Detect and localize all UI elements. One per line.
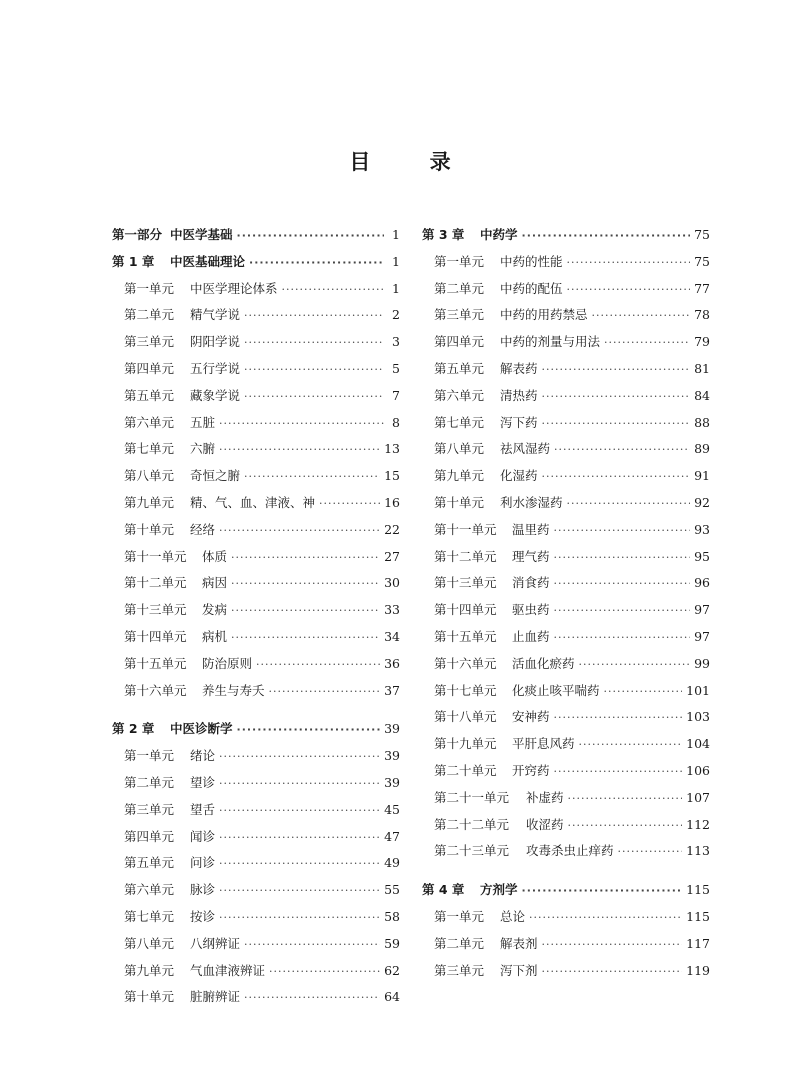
entry-page-number: 59	[384, 935, 400, 951]
dot-leader	[244, 932, 380, 959]
entry-number: 第十单元	[124, 989, 175, 1005]
entry-page-number: 81	[694, 360, 710, 376]
toc-chapter-entry[interactable]	[422, 222, 710, 249]
entry-number: 第二单元	[434, 280, 485, 296]
dot-leader	[542, 464, 691, 491]
dot-leader	[244, 357, 384, 384]
entry-title: 解表药	[500, 360, 538, 376]
entry-title: 体质	[202, 548, 228, 564]
dot-leader	[568, 813, 683, 840]
entry-number: 第六单元	[124, 882, 175, 898]
dot-leader	[249, 250, 384, 277]
dot-leader	[237, 223, 384, 250]
dot-leader	[231, 545, 380, 572]
dot-leader	[618, 839, 683, 866]
dot-leader	[219, 437, 380, 464]
toc-unit-entry[interactable]	[422, 410, 710, 437]
dot-leader	[554, 625, 691, 652]
toc-unit-entry[interactable]	[422, 383, 710, 410]
entry-number: 第七单元	[124, 908, 175, 924]
dot-leader	[522, 223, 691, 250]
dot-leader	[269, 959, 380, 986]
dot-leader	[604, 679, 683, 706]
entry-title: 泻下剂	[500, 962, 538, 978]
entry-page-number: 104	[686, 736, 710, 752]
entry-number: 第五单元	[434, 360, 485, 376]
entry-page-number: 88	[694, 414, 710, 430]
entry-title: 中药学	[480, 227, 518, 242]
entry-title: 中医基础理论	[170, 253, 246, 269]
entry-number: 第十六单元	[124, 682, 187, 698]
entry-number: 第十六单元	[434, 655, 497, 671]
entry-number: 第三单元	[124, 801, 175, 817]
toc-unit-entry[interactable]	[112, 931, 400, 958]
entry-number: 第十九单元	[434, 736, 497, 752]
toc-unit-entry[interactable]	[112, 383, 400, 410]
toc-unit-entry[interactable]	[422, 329, 710, 356]
dot-leader	[244, 384, 384, 411]
entry-number: 第四单元	[124, 360, 175, 376]
dot-leader	[542, 411, 691, 438]
toc-unit-entry[interactable]	[112, 678, 400, 705]
toc-unit-entry[interactable]	[422, 904, 710, 931]
entry-title: 发病	[202, 602, 228, 618]
entry-number: 第九单元	[434, 468, 485, 484]
toc-unit-entry[interactable]	[422, 302, 710, 329]
toc-unit-entry[interactable]	[112, 797, 400, 824]
entry-page-number: 91	[694, 468, 710, 484]
toc-chapter-entry[interactable]	[422, 877, 710, 904]
entry-title: 奇恒之腑	[190, 468, 241, 484]
entry-number: 第三单元	[434, 307, 485, 323]
dot-leader	[592, 303, 691, 330]
toc-unit-entry[interactable]	[422, 490, 710, 517]
entry-page-number: 92	[694, 494, 710, 510]
entry-title: 气血津液辨证	[190, 962, 266, 978]
entry-title: 中药的性能	[500, 253, 563, 269]
toc-unit-entry[interactable]	[112, 276, 400, 303]
dot-leader	[319, 491, 380, 518]
dot-leader	[554, 518, 691, 545]
entry-page-number: 79	[694, 334, 710, 350]
entry-number: 第三单元	[434, 962, 485, 978]
entry-title: 藏象学说	[190, 387, 241, 403]
toc-unit-entry[interactable]	[422, 838, 710, 865]
dot-leader	[542, 357, 691, 384]
entry-title: 中医诊断学	[170, 721, 233, 737]
entry-page-number: 1	[392, 227, 400, 242]
entry-number: 第六单元	[124, 414, 175, 430]
entry-page-number: 95	[694, 548, 710, 564]
toc-unit-entry[interactable]	[422, 463, 710, 490]
entry-page-number: 93	[694, 521, 710, 537]
entry-page-number: 96	[694, 575, 710, 591]
toc-unit-entry[interactable]	[422, 812, 710, 839]
entry-number: 第十单元	[124, 521, 175, 537]
dot-leader	[567, 491, 691, 518]
entry-page-number: 112	[686, 816, 710, 832]
toc-unit-entry[interactable]	[112, 544, 400, 571]
entry-title: 利水渗湿药	[500, 494, 563, 510]
dot-leader	[219, 411, 384, 438]
entry-title: 开窍药	[512, 762, 550, 778]
entry-number: 第三单元	[124, 334, 175, 350]
entry-number: 第十七单元	[434, 682, 497, 698]
entry-number: 第一单元	[434, 253, 485, 269]
dot-leader	[554, 705, 683, 732]
dot-leader	[231, 598, 380, 625]
toc-unit-entry[interactable]	[112, 984, 400, 1011]
toc-unit-entry[interactable]	[112, 597, 400, 624]
entry-page-number: 49	[384, 855, 400, 871]
toc-unit-entry[interactable]	[422, 570, 710, 597]
entry-title: 养生与寿夭	[202, 682, 265, 698]
dot-leader	[269, 679, 381, 706]
toc-unit-entry[interactable]	[112, 410, 400, 437]
entry-title: 中医学理论体系	[190, 280, 278, 296]
entry-title: 防治原则	[202, 655, 253, 671]
entry-number: 第七单元	[434, 414, 485, 430]
entry-number: 第二十单元	[434, 762, 497, 778]
dot-leader	[579, 652, 691, 679]
entry-number: 第十二单元	[124, 575, 187, 591]
entry-title: 望舌	[190, 801, 216, 817]
entry-title: 消食药	[512, 575, 550, 591]
entry-number: 第十三单元	[434, 575, 497, 591]
entry-title: 五行学说	[190, 360, 241, 376]
entry-page-number: 84	[694, 387, 710, 403]
entry-title: 理气药	[512, 548, 550, 564]
toc-unit-entry[interactable]	[112, 517, 400, 544]
entry-number: 第一部分	[112, 227, 163, 242]
entry-title: 泻下药	[500, 414, 538, 430]
entry-title: 中药的剂量与用法	[500, 334, 601, 350]
entry-page-number: 101	[686, 682, 710, 698]
entry-number: 第 3 章	[422, 227, 465, 242]
entry-number: 第二十三单元	[434, 843, 510, 859]
dot-leader	[231, 625, 380, 652]
entry-title: 病因	[202, 575, 228, 591]
dot-leader	[579, 732, 683, 759]
entry-title: 清热药	[500, 387, 538, 403]
entry-page-number: 58	[384, 908, 400, 924]
toc-section	[112, 716, 400, 1011]
dot-leader	[554, 545, 691, 572]
entry-page-number: 27	[384, 548, 400, 564]
dot-leader	[568, 786, 683, 813]
dot-leader	[567, 277, 691, 304]
entry-page-number: 7	[392, 387, 400, 403]
entry-page-number: 75	[694, 227, 710, 242]
entry-page-number: 115	[686, 908, 710, 924]
entry-page-number: 119	[686, 962, 710, 978]
entry-title: 八纲辨证	[190, 935, 241, 951]
toc-section	[112, 222, 400, 704]
toc-chapter-entry[interactable]	[112, 249, 400, 276]
toc-unit-entry[interactable]	[112, 490, 400, 517]
toc-unit-entry[interactable]	[422, 931, 710, 958]
entry-number: 第一单元	[124, 280, 175, 296]
entry-page-number: 39	[384, 774, 400, 790]
entry-title: 精、气、血、津液、神	[190, 494, 316, 510]
toc-unit-entry[interactable]	[112, 743, 400, 770]
entry-number: 第六单元	[434, 387, 485, 403]
dot-leader	[542, 932, 683, 959]
entry-page-number: 47	[384, 828, 400, 844]
dot-leader	[554, 571, 691, 598]
dot-leader	[522, 878, 683, 905]
toc-unit-entry[interactable]	[422, 958, 710, 985]
dot-leader	[282, 277, 384, 304]
entry-page-number: 78	[694, 307, 710, 323]
entry-page-number: 2	[392, 307, 400, 323]
entry-number: 第 2 章	[112, 721, 155, 737]
toc-unit-entry[interactable]	[112, 302, 400, 329]
entry-number: 第十一单元	[124, 548, 187, 564]
dot-leader	[567, 250, 691, 277]
toc-unit-entry[interactable]	[422, 704, 710, 731]
entry-number: 第四单元	[434, 334, 485, 350]
toc-unit-entry[interactable]	[422, 678, 710, 705]
entry-number: 第十五单元	[124, 655, 187, 671]
toc-unit-entry[interactable]	[112, 463, 400, 490]
entry-page-number: 1	[392, 280, 400, 296]
toc-unit-entry[interactable]	[112, 958, 400, 985]
entry-title: 活血化瘀药	[512, 655, 575, 671]
entry-page-number: 22	[384, 521, 400, 537]
toc-unit-entry[interactable]	[422, 544, 710, 571]
entry-page-number: 107	[686, 789, 710, 805]
entry-title: 按诊	[190, 908, 216, 924]
page-title: 目 录	[349, 150, 477, 174]
toc-unit-entry[interactable]	[112, 877, 400, 904]
dot-leader	[554, 437, 690, 464]
entry-title: 问诊	[190, 855, 216, 871]
entry-number: 第二十一单元	[434, 789, 510, 805]
entry-number: 第二单元	[124, 307, 175, 323]
toc-chapter-entry[interactable]	[112, 222, 400, 249]
entry-page-number: 33	[384, 602, 400, 618]
entry-title: 中药的配伍	[500, 280, 563, 296]
entry-number: 第十二单元	[434, 548, 497, 564]
entry-page-number: 8	[392, 414, 400, 430]
toc-unit-entry[interactable]	[112, 904, 400, 931]
dot-leader	[237, 717, 381, 744]
entry-title: 化痰止咳平喘药	[512, 682, 600, 698]
toc-unit-entry[interactable]	[422, 276, 710, 303]
entry-number: 第十八单元	[434, 709, 497, 725]
entry-number: 第九单元	[124, 962, 175, 978]
dot-leader	[554, 598, 691, 625]
dot-leader	[219, 878, 380, 905]
entry-title: 望诊	[190, 774, 216, 790]
entry-page-number: 1	[392, 253, 400, 269]
entry-number: 第十单元	[434, 494, 485, 510]
entry-page-number: 106	[686, 762, 710, 778]
dot-leader	[542, 959, 683, 986]
toc-unit-entry[interactable]	[112, 770, 400, 797]
entry-number: 第八单元	[434, 441, 485, 457]
toc-column-left	[112, 222, 400, 1023]
entry-title: 闻诊	[190, 828, 216, 844]
entry-title: 化湿药	[500, 468, 538, 484]
entry-title: 精气学说	[190, 307, 241, 323]
entry-number: 第十一单元	[434, 521, 497, 537]
entry-number: 第八单元	[124, 935, 175, 951]
entry-number: 第四单元	[124, 828, 175, 844]
dot-leader	[542, 384, 691, 411]
entry-page-number: 77	[694, 280, 710, 296]
toc-unit-entry[interactable]	[422, 624, 710, 651]
toc-unit-entry[interactable]	[422, 731, 710, 758]
dot-leader	[244, 330, 384, 357]
entry-title: 五脏	[190, 414, 216, 430]
entry-page-number: 64	[384, 989, 400, 1005]
toc-unit-entry[interactable]	[112, 329, 400, 356]
entry-page-number: 15	[384, 468, 400, 484]
dot-leader	[554, 759, 683, 786]
entry-page-number: 62	[384, 962, 400, 978]
entry-page-number: 30	[384, 575, 400, 591]
entry-page-number: 34	[384, 628, 400, 644]
entry-title: 补虚药	[526, 789, 564, 805]
dot-leader	[219, 518, 380, 545]
toc-section	[422, 877, 710, 984]
entry-title: 平肝息风药	[512, 736, 575, 752]
entry-number: 第十四单元	[124, 628, 187, 644]
dot-leader	[219, 771, 380, 798]
entry-page-number: 45	[384, 801, 400, 817]
dot-leader	[219, 851, 380, 878]
entry-title: 安神药	[512, 709, 550, 725]
entry-title: 六腑	[190, 441, 216, 457]
entry-page-number: 36	[384, 655, 400, 671]
toc-unit-entry[interactable]	[112, 850, 400, 877]
entry-title: 止血药	[512, 628, 550, 644]
dot-leader	[244, 303, 384, 330]
toc-unit-entry[interactable]	[422, 785, 710, 812]
toc-unit-entry[interactable]	[112, 824, 400, 851]
toc-unit-entry[interactable]	[112, 356, 400, 383]
entry-title: 阴阳学说	[190, 334, 241, 350]
entry-page-number: 5	[392, 360, 400, 376]
entry-page-number: 99	[694, 655, 710, 671]
toc-unit-entry[interactable]	[422, 356, 710, 383]
dot-leader	[219, 905, 380, 932]
entry-number: 第七单元	[124, 441, 175, 457]
entry-title: 温里药	[512, 521, 550, 537]
toc-unit-entry[interactable]	[112, 570, 400, 597]
toc-unit-entry[interactable]	[422, 249, 710, 276]
entry-title: 中药的用药禁忌	[500, 307, 588, 323]
entry-page-number: 117	[686, 935, 710, 951]
entry-number: 第 1 章	[112, 253, 155, 269]
dot-leader	[604, 330, 690, 357]
entry-title: 中医学基础	[170, 227, 233, 242]
toc-unit-entry[interactable]	[422, 651, 710, 678]
entry-number: 第十三单元	[124, 602, 187, 618]
entry-title: 经络	[190, 521, 216, 537]
entry-page-number: 16	[384, 494, 400, 510]
dot-leader	[219, 825, 380, 852]
toc-unit-entry[interactable]	[112, 624, 400, 651]
entry-number: 第五单元	[124, 855, 175, 871]
entry-number: 第一单元	[124, 748, 175, 764]
dot-leader	[256, 652, 380, 679]
toc-unit-entry[interactable]	[422, 758, 710, 785]
entry-page-number: 13	[384, 441, 400, 457]
entry-number: 第九单元	[124, 494, 175, 510]
entry-page-number: 3	[392, 334, 400, 350]
entry-page-number: 115	[686, 882, 710, 898]
entry-title: 脏腑辨证	[190, 989, 241, 1005]
entry-title: 绪论	[190, 748, 216, 764]
toc-column-right	[422, 222, 710, 996]
entry-page-number: 97	[694, 602, 710, 618]
entry-title: 病机	[202, 628, 228, 644]
entry-number: 第一单元	[434, 908, 485, 924]
toc-unit-entry[interactable]	[112, 651, 400, 678]
dot-leader	[244, 985, 380, 1012]
entry-number: 第十五单元	[434, 628, 497, 644]
toc-chapter-entry[interactable]	[112, 716, 400, 743]
entry-title: 攻毒杀虫止痒药	[526, 843, 614, 859]
entry-title: 祛风湿药	[500, 441, 551, 457]
entry-number: 第二十二单元	[434, 816, 510, 832]
entry-page-number: 55	[384, 882, 400, 898]
toc-unit-entry[interactable]	[422, 436, 710, 463]
entry-title: 方剂学	[480, 882, 518, 898]
entry-number: 第二单元	[124, 774, 175, 790]
toc-unit-entry[interactable]	[112, 436, 400, 463]
entry-page-number: 39	[384, 748, 400, 764]
entry-number: 第八单元	[124, 468, 175, 484]
entry-page-number: 97	[694, 628, 710, 644]
entry-number: 第五单元	[124, 387, 175, 403]
toc-unit-entry[interactable]	[422, 517, 710, 544]
entry-page-number: 39	[384, 721, 400, 737]
entry-title: 驱虫药	[512, 602, 550, 618]
toc-unit-entry[interactable]	[422, 597, 710, 624]
entry-title: 总论	[500, 908, 526, 924]
entry-title: 脉诊	[190, 882, 216, 898]
entry-page-number: 113	[686, 843, 710, 859]
toc-section	[422, 222, 710, 865]
entry-title: 解表剂	[500, 935, 538, 951]
entry-page-number: 37	[384, 682, 400, 698]
entry-number: 第二单元	[434, 935, 485, 951]
dot-leader	[219, 744, 380, 771]
entry-title: 收涩药	[526, 816, 564, 832]
dot-leader	[231, 571, 380, 598]
entry-number: 第 4 章	[422, 882, 465, 898]
entry-page-number: 103	[686, 709, 710, 725]
dot-leader	[529, 905, 682, 932]
entry-page-number: 89	[694, 441, 710, 457]
dot-leader	[244, 464, 380, 491]
dot-leader	[219, 798, 380, 825]
entry-page-number: 75	[694, 253, 710, 269]
entry-number: 第十四单元	[434, 602, 497, 618]
